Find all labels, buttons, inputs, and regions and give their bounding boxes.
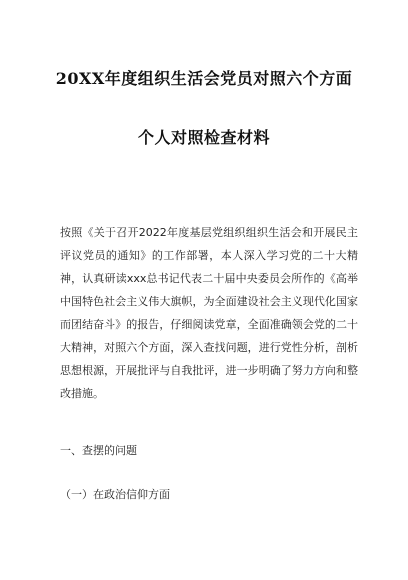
section-heading: 一、查摆的问题: [60, 444, 137, 457]
document-title-line-2: 个人对照检查材料: [137, 128, 270, 147]
document-title-line-1: 20XX年度组织生活会党员对照六个方面: [55, 69, 353, 88]
subsection-heading: （一）在政治信仰方面: [60, 488, 170, 501]
intro-paragraph: 按照《关于召开2022年度基层党组织组织生活会和开展民主评议党员的通知》的工作部署，本人深入学习党的二十大精神，认真研读xxx总书记代表二十届中央委员会所作的《高举中国特色社会主义伟大旗帜，为全面建设社会主义现代化国家而团结奋斗》的报告，仔细阅读党章，全面准确领会党的二十大精神，对照六个方面，深入查找问题，进行党性分析，剖析思想根源，开展批评与自我批评，进一步明确了努力方向和整改措施。: [60, 226, 358, 400]
